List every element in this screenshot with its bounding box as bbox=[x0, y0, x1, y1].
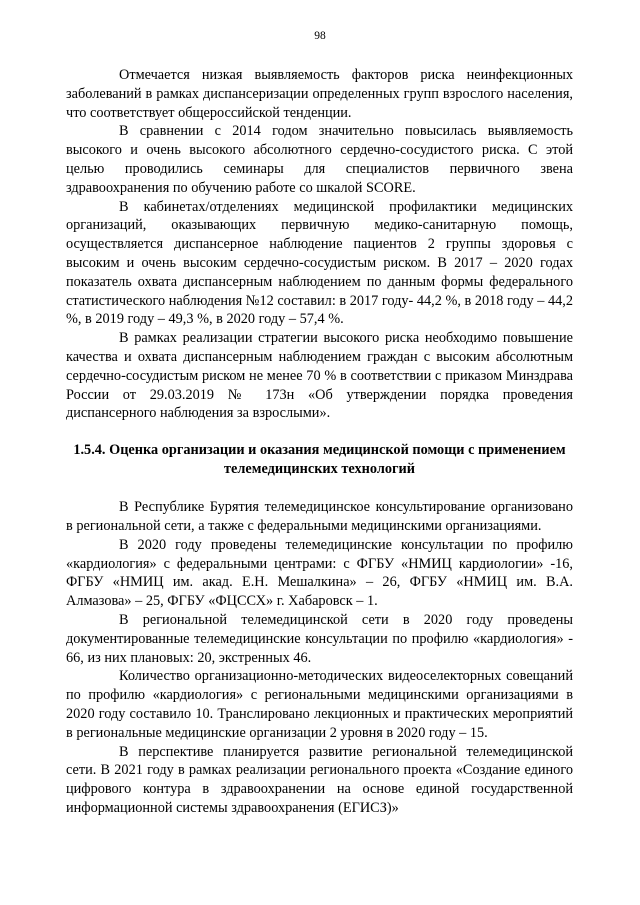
section-heading: 1.5.4. Оценка организации и оказания медицинской помощи с применением телемедицинских технологий bbox=[73, 442, 566, 478]
paragraph-regional-consultations: В региональной телемедицинской сети в 2020 году проведены документированные телемедицинские консультации по профилю «кардиология» - 66, из них плановых: 20, экстренных 46. bbox=[66, 611, 573, 666]
paragraph-risk-factors: Отмечается низкая выявляемость факторов риска неинфекционных заболеваний в рамках диспансеризации определенных групп взрослого населения, что соответствует общероссийской тенденции. bbox=[66, 67, 573, 121]
paragraph-development-plans: В перспективе планируется развитие региональной телемедицинской сети. В 2021 году в рамках реализации регионального проекта «Создание единого цифрового контура в здравоохранении на основе единой государственной информационной системы здравоохранения (ЕГИСЗ)» bbox=[66, 743, 573, 816]
paragraph-high-risk-strategy: В рамках реализации стратегии высокого риска необходимо повышение качества и охвата диспансерным наблюдением граждан с высоким абсолютным сердечно-сосудистым риском не менее 70 % в соответствии с приказом Минздрава России от 29.03.2019 № 173н «Об утверждении порядка проведения диспансерного наблюдения за взрослыми». bbox=[66, 330, 573, 422]
paragraph-score-seminars: В сравнении с 2014 годом значительно повысилась выявляемость высокого и очень высокого абсолютного сердечно-сосудистого риска. С этой целью проводились семинары для специалистов первичного звена здравоохранения по обучению работе со шкалой SCORE. bbox=[66, 123, 573, 196]
page-content bbox=[66, 66, 573, 818]
paragraph-dispensary-coverage: В кабинетах/отделениях медицинской профилактики медицинских организаций, оказывающих первичную медико-санитарную помощь, осуществляется диспансерное наблюдение пациентов 2 группы здоровья с высоким и очень высоким сердечно-сосудистым риском. В 2017 – 2020 годах показатель охвата диспансерным наблюдением по данным формы федерального статистического наблюдения №12 составил: в 2017 году- 44,2 %, в 2018 году – 44,2 %, в 2019 году – 49,3 %, в 2020 году – 57,4 %. bbox=[66, 198, 573, 328]
page-number: 98 bbox=[314, 30, 326, 42]
paragraph-federal-consultations: В 2020 году проведены телемедицинские консультации по профилю «кардиология» с федеральными центрами: с ФГБУ «НМИЦ кардиологии» -16, ФГБУ «НМИЦ им. акад. Е.Н. Мешалкина» – 26, ФГБУ «НМИЦ им. В.А. Алмазова» – 25, ФГБУ «ФЦССХ» г. Хабаровск – 1. bbox=[66, 536, 573, 610]
paragraph-telemedicine-organization: В Республике Бурятия телемедицинское консультирование организовано в региональной сети, а также с федеральными медицинскими организациями. bbox=[66, 499, 573, 534]
paragraph-video-meetings: Количество организационно-методических видеоселекторных совещаний по профилю «кардиология» с региональными медицинскими организациями в 2020 году составило 10. Транслировано лекционных и практических мероприятий в региональные медицинские организации 2 уровня в 2020 году – 15. bbox=[66, 668, 573, 741]
